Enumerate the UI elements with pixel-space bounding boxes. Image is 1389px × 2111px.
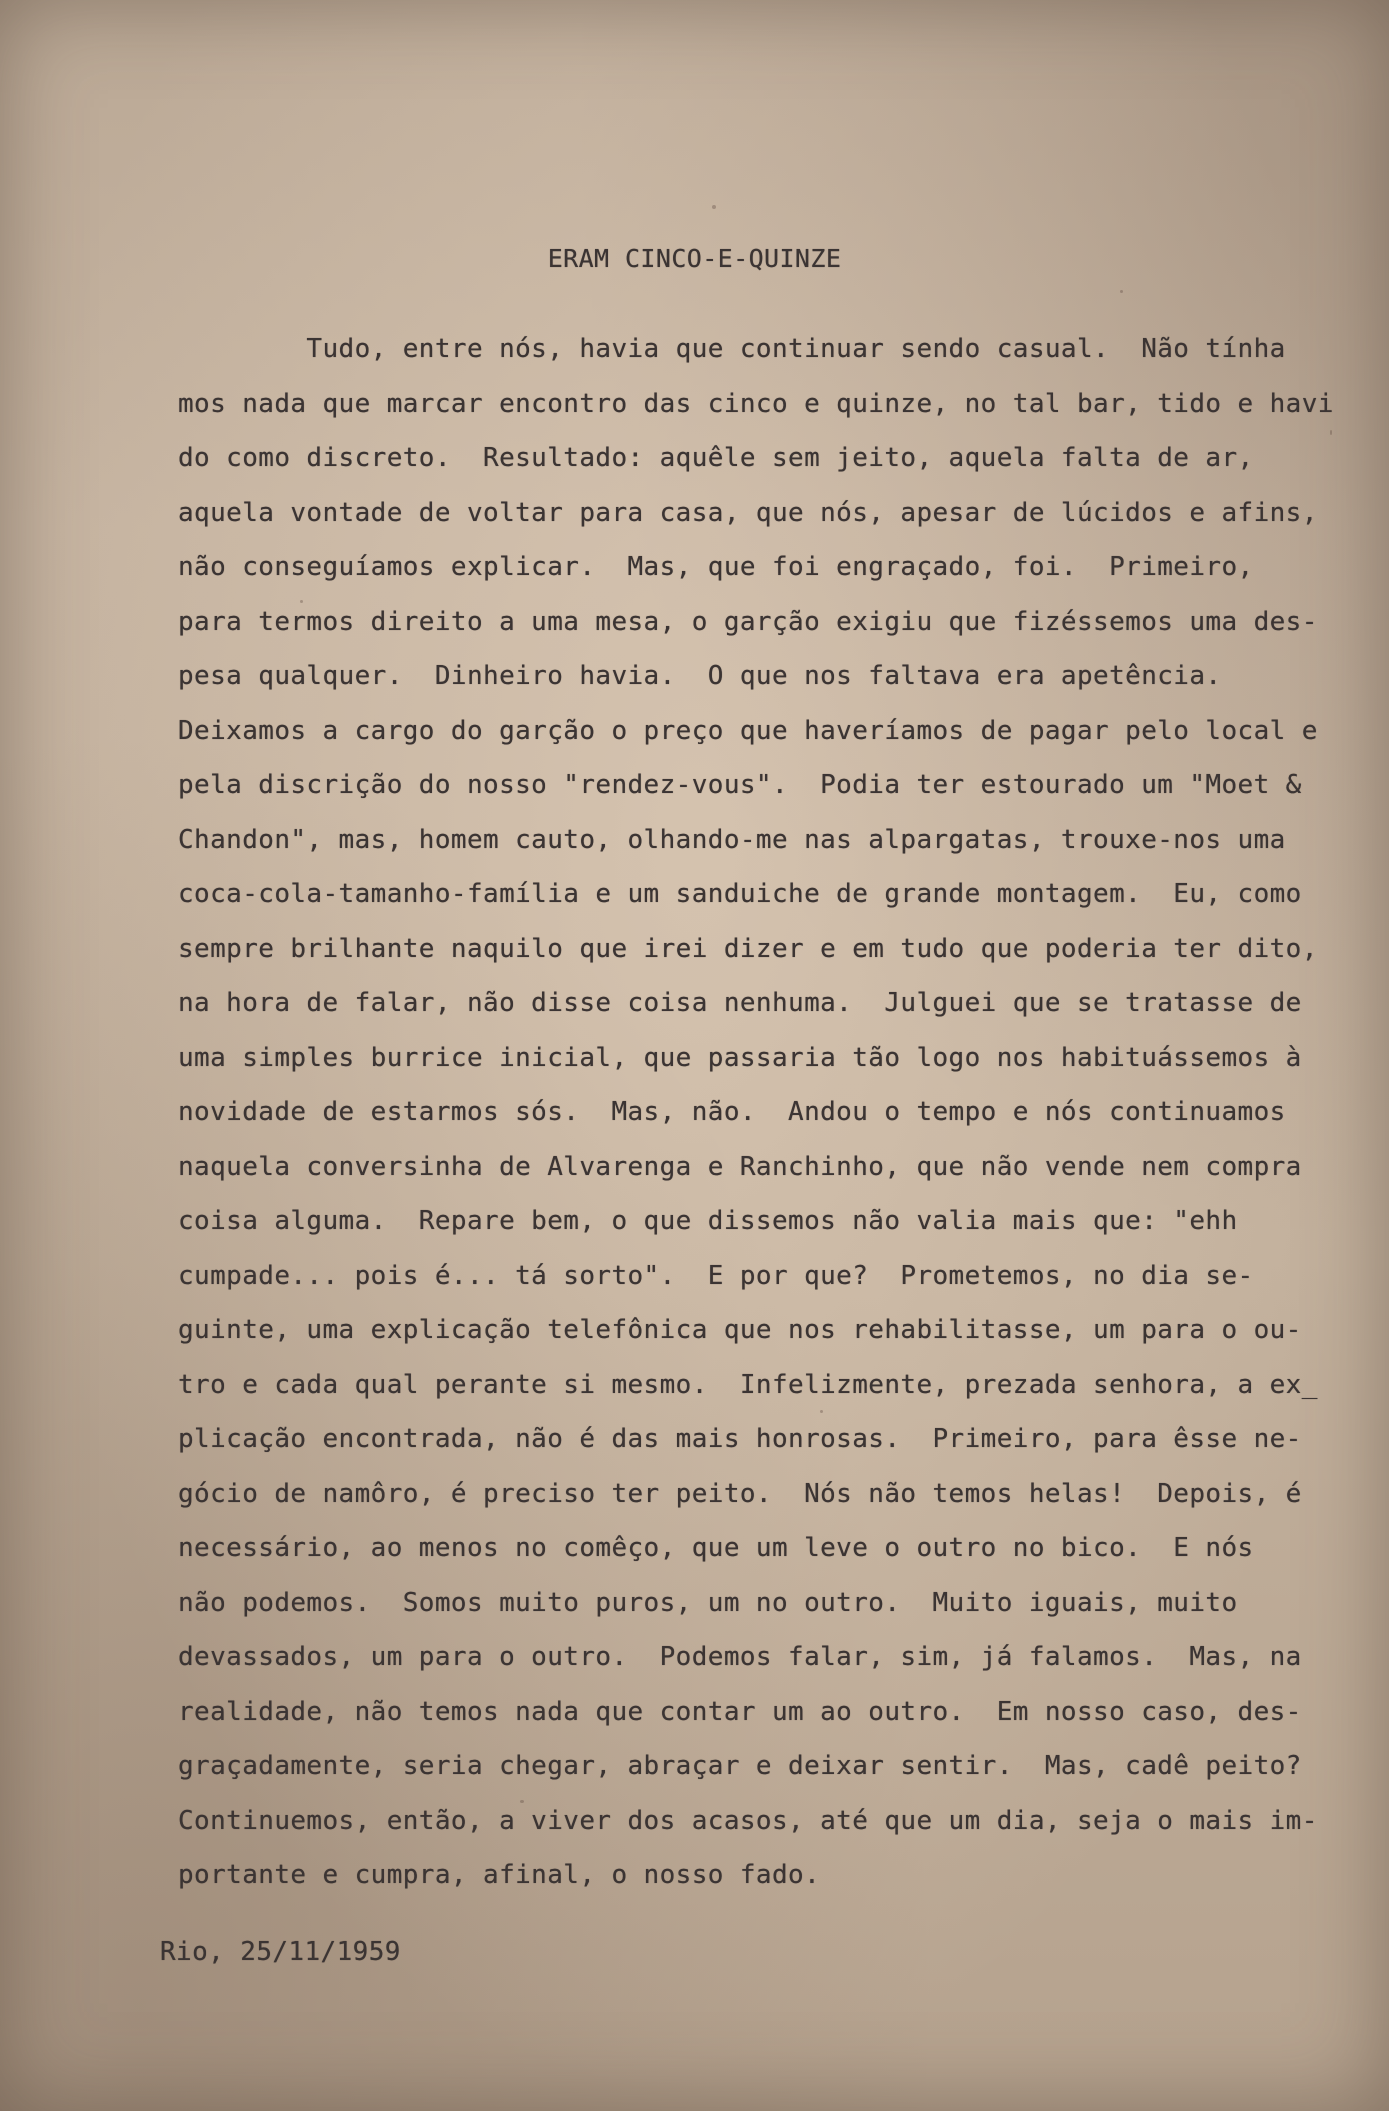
text-line: Chandon", mas, homem cauto, olhando-me nas alpargatas, trouxe-nos uma	[178, 824, 1286, 855]
text-line: necessário, ao menos no comêço, que um leve o outro no bico. E nós	[178, 1533, 1254, 1563]
text-line: Deixamos a cargo do garção o preço que haveríamos de pagar pelo local e	[178, 715, 1318, 746]
text-line: tro e cada qual perante si mesmo. Infelizmente, prezada senhora, a ex_	[178, 1369, 1318, 1400]
text-line: para termos direito a uma mesa, o garção exigiu que fizéssemos uma des-	[178, 606, 1318, 637]
text-line: sempre brilhante naquilo que irei dizer e em tudo que poderia ter dito,	[178, 933, 1318, 964]
document-body	[178, 322, 1378, 1903]
text-line: coca-cola-tamanho-família e um sanduiche de grande montagem. Eu, como	[178, 879, 1302, 909]
text-line: Tudo, entre nós, havia que continuar sendo casual. Não tínha	[178, 334, 1286, 364]
text-line: novidade de estarmos sós. Mas, não. Andou o tempo e nós continuamos	[178, 1097, 1286, 1127]
text-line: guinte, uma explicação telefônica que nos rehabilitasse, um para o ou-	[178, 1315, 1302, 1345]
text-line: plicação encontrada, não é das mais honrosas. Primeiro, para êsse ne-	[178, 1424, 1302, 1454]
paper-speck	[712, 205, 716, 209]
text-line: pesa qualquer. Dinheiro havia. O que nos faltava era apetência.	[178, 661, 1222, 691]
text-line: pela discrição do nosso "rendez-vous". Podia ter estourado um "Moet &	[178, 770, 1302, 800]
text-line: do como discreto. Resultado: aquêle sem jeito, aquela falta de ar,	[178, 443, 1254, 473]
text-line: cumpade... pois é... tá sorto". E por que? Prometemos, no dia se-	[178, 1260, 1254, 1291]
text-line: coisa alguma. Repare bem, o que dissemos não valia mais que: "ehh	[178, 1206, 1238, 1236]
paper-speck	[1120, 290, 1123, 293]
document-title: ERAM CINCO-E-QUINZE	[547, 244, 842, 273]
dateline: Rio, 25/11/1959	[160, 1937, 401, 1967]
text-line: naquela conversinha de Alvarenga e Ranchinho, que não vende nem compra	[178, 1151, 1302, 1182]
text-line: não conseguíamos explicar. Mas, que foi engraçado, foi. Primeiro,	[178, 552, 1254, 582]
text-line: Continuemos, então, a viver dos acasos, até que um dia, seja o mais im-	[178, 1805, 1318, 1836]
text-line: na hora de falar, não disse coisa nenhuma. Julguei que se tratasse de	[178, 988, 1302, 1018]
text-line: gócio de namôro, é preciso ter peito. Nós não temos helas! Depois, é	[178, 1478, 1302, 1509]
text-line: mos nada que marcar encontro das cinco e quinze, no tal bar, tido e havi	[178, 388, 1334, 419]
text-line: aquela vontade de voltar para casa, que nós, apesar de lúcidos e afins,	[178, 497, 1318, 528]
text-line: uma simples burrice inicial, que passaria tão logo nos habituássemos à	[178, 1042, 1302, 1073]
text-line: devassados, um para o outro. Podemos falar, sim, já falamos. Mas, na	[178, 1642, 1302, 1672]
text-line: graçadamente, seria chegar, abraçar e deixar sentir. Mas, cadê peito?	[178, 1751, 1302, 1781]
text-line: realidade, não temos nada que contar um ao outro. Em nosso caso, des-	[178, 1696, 1302, 1727]
text-line: não podemos. Somos muito puros, um no outro. Muito iguais, muito	[178, 1587, 1238, 1618]
text-line: portante e cumpra, afinal, o nosso fado.	[178, 1860, 821, 1890]
